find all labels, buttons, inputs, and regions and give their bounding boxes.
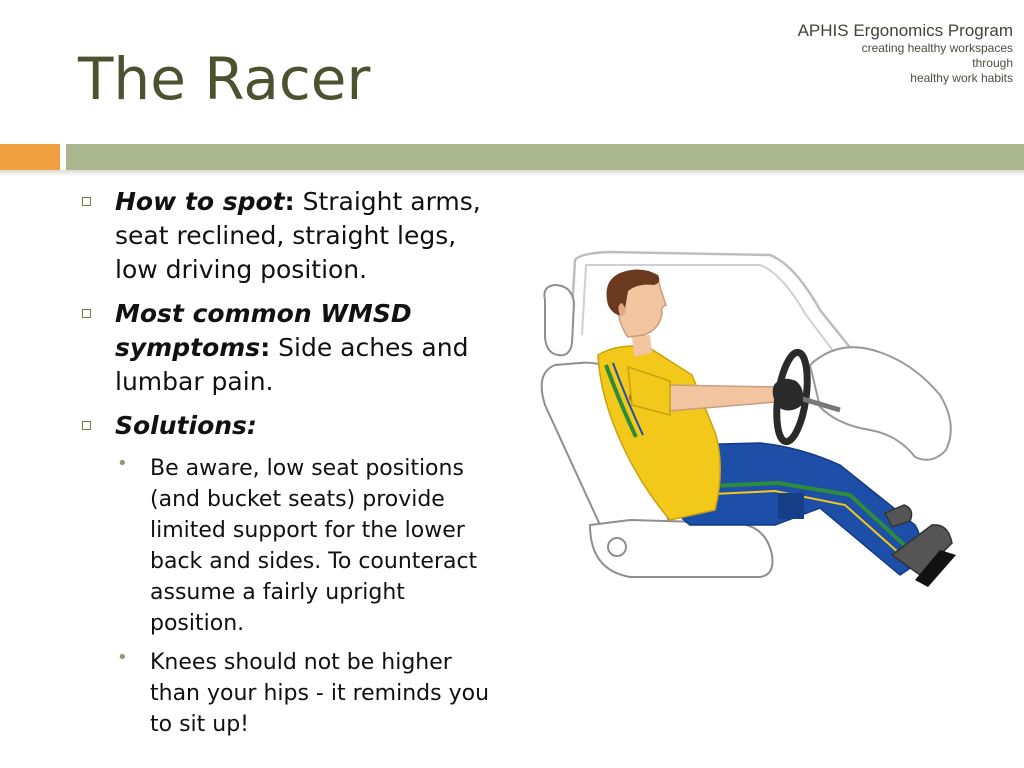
sub-bullet-text: Knees should not be higher than your hips - it reminds you to sit up! <box>150 650 490 737</box>
bullet-text: Straight arms, seat reclined, straight legs, low driving position. <box>115 187 481 284</box>
bullet-solutions <box>80 409 500 443</box>
bullet-list <box>80 185 500 748</box>
dashboard-outline <box>810 347 951 460</box>
tagline-line-3: healthy work habits <box>910 71 1013 85</box>
bullet-how-to-spot <box>80 185 500 287</box>
square-bullet-icon <box>82 197 91 206</box>
bullet-text: Side aches and lumbar pain. <box>115 333 469 396</box>
bullet-lead: Most common WMSD symptoms <box>115 299 412 362</box>
sub-bullet-knees <box>115 647 500 740</box>
bullet-colon: : <box>260 333 271 362</box>
slide-title: The Racer <box>78 45 371 113</box>
tagline-line-1: creating healthy workspaces <box>861 41 1013 55</box>
bullet-lead: How to spot <box>115 187 285 216</box>
pants-pocket <box>778 493 804 519</box>
tagline-line-2: through <box>972 56 1013 70</box>
accent-bar-green <box>66 144 1024 170</box>
program-name: APHIS Ergonomics Program <box>797 21 1013 40</box>
bullet-lead: Solutions: <box>115 411 257 440</box>
seat-headrest <box>544 285 574 355</box>
driver-glove <box>773 379 803 411</box>
dot-bullet-icon: • <box>117 647 128 668</box>
square-bullet-icon <box>82 309 91 318</box>
sub-bullet-list <box>80 453 500 740</box>
racer-driver-illustration <box>520 225 1000 615</box>
bullet-symptoms <box>80 297 500 399</box>
seat-lever <box>608 538 626 556</box>
accent-bar-shadow <box>0 170 1024 176</box>
square-bullet-icon <box>82 421 91 430</box>
accent-bar-orange <box>0 144 60 170</box>
sub-bullet-text: Be aware, low seat positions (and bucket seats) provide limited support for the lower back and sides. To counteract assume a fairly upright position. <box>150 456 478 636</box>
dot-bullet-icon: • <box>117 453 128 474</box>
sub-bullet-seat-position <box>115 453 500 639</box>
branding-block <box>798 21 1013 86</box>
bullet-colon: : <box>284 187 295 216</box>
